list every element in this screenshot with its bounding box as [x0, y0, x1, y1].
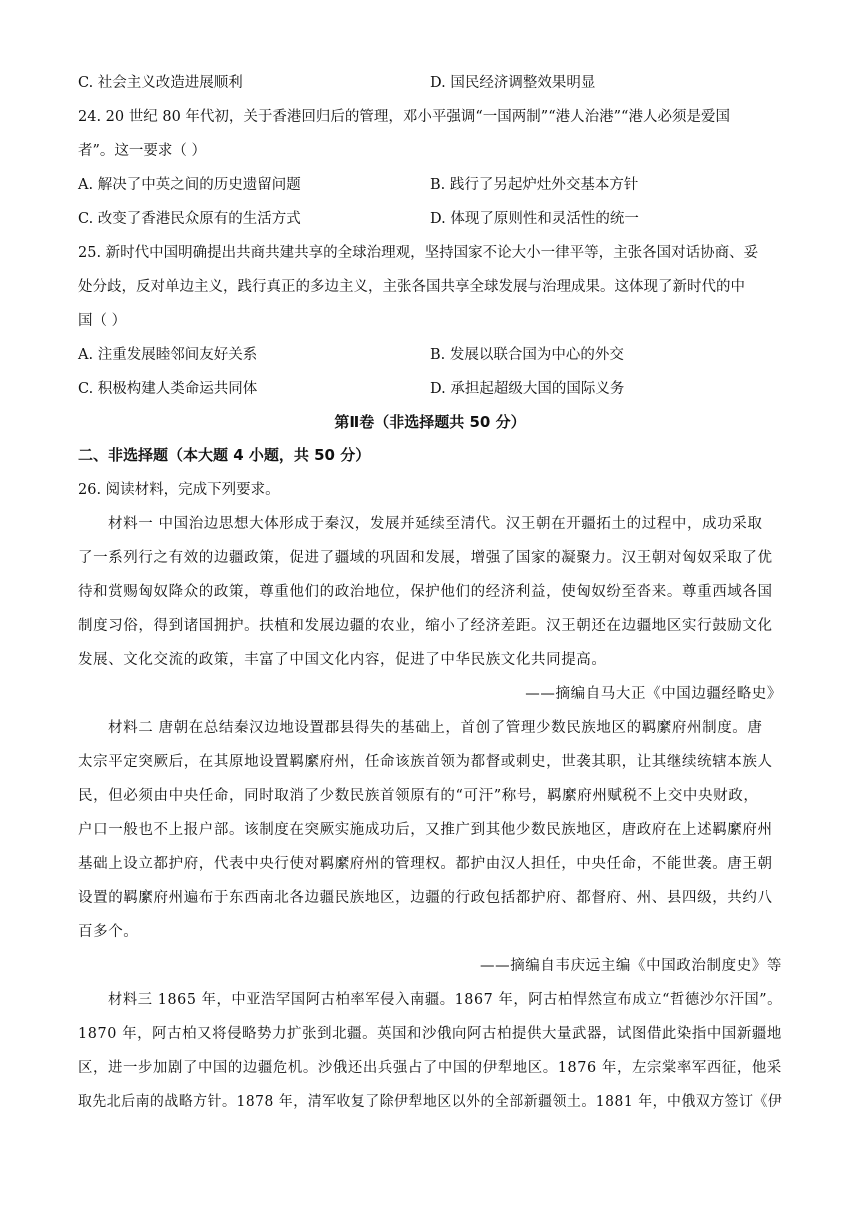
material1-line: 制度习俗，得到诸国拥护。扶植和发展边疆的农业，缩小了经济差距。汉王朝还在边疆地区实行鼓励文化 — [78, 618, 773, 634]
material2-source: ——摘编自韦庆远主编《中国政治制度史》等 — [480, 958, 782, 974]
q25-option-d: D. 承担起超级大国的国际义务 — [430, 381, 625, 397]
q23-option-c: C. 社会主义改造进展顺利 — [78, 75, 243, 91]
material1-line: 了一系列行之有效的边疆政策，促进了疆域的巩固和发展，增强了国家的凝聚力。汉王朝对匈奴采取了优 — [78, 550, 773, 566]
q24-stem-line2: 者”。这一要求（ ） — [78, 143, 207, 159]
q25-option-b: B. 发展以联合国为中心的外交 — [430, 347, 624, 363]
q25-stem-line1: 25. 新时代中国明确提出共商共建共享的全球治理观，坚持国家不论大小一律平等，主张各国对话协商、妥 — [78, 245, 759, 261]
q25-option-a: A. 注重发展睦邻间友好关系 — [78, 347, 258, 363]
material2-line: 基础上设立都护府，代表中央行使对羁縻府州的管理权。都护由汉人担任，中央任命，不能世袭。唐王朝 — [78, 856, 773, 872]
q26-intro: 26. 阅读材料，完成下列要求。 — [78, 482, 280, 498]
q25-stem-line2: 处分歧，反对单边主义，践行真正的多边主义，主张各国共享全球发展与治理成果。这体现了新时代的中 — [78, 279, 745, 295]
material2-line: 户口一般也不上报户部。该制度在突厥实施成功后，又推广到其他少数民族地区，唐政府在上述羁縻府州 — [78, 822, 773, 838]
material2-line: 材料二 唐朝在总结秦汉边地设置郡县得失的基础上，首创了管理少数民族地区的羁縻府州制度。唐 — [108, 720, 763, 736]
material1-line: 发展、文化交流的政策，丰富了中国文化内容，促进了中华民族文化共同提高。 — [78, 652, 607, 668]
q24-option-a: A. 解决了中英之间的历史遗留问题 — [78, 177, 301, 193]
q23-option-d: D. 国民经济调整效果明显 — [430, 75, 596, 91]
material1-source: ——摘编自马大正《中国边疆经略史》 — [525, 686, 782, 702]
material3-line: 取先北后南的战略方针。1878 年，清军收复了除伊犁地区以外的全部新疆领土。1881 年，中俄双方签订《伊 — [78, 1094, 783, 1110]
material1-line: 待和赏赐匈奴降众的政策，尊重他们的政治地位，保护他们的经济利益，使匈奴纷至沓来。尊重西域各国 — [78, 584, 773, 600]
section2-heading: 二、非选择题（本大题 4 小题，共 50 分） — [78, 446, 371, 464]
q24-option-d: D. 体现了原则性和灵活性的统一 — [430, 211, 639, 227]
material2-line: 民，但必须由中央任命，同时取消了少数民族首领原有的“可汗”称号，羁縻府州赋税不上交中央财政， — [78, 788, 759, 804]
material2-line: 太宗平定突厥后，在其原地设置羁縻府州，任命该族首领为都督或刺史，世袭其职，让其继续统辖本族人 — [78, 754, 773, 770]
q24-option-c: C. 改变了香港民众原有的生活方式 — [78, 211, 301, 227]
q25-option-c: C. 积极构建人类命运共同体 — [78, 381, 258, 397]
q24-stem-line1: 24. 20 世纪 80 年代初，关于香港回归后的管理，邓小平强调“一国两制”“港人治港”“港人必须是爱国 — [78, 109, 730, 125]
section2-title: 第Ⅱ卷（非选择题共 50 分） — [334, 413, 526, 431]
material3-line: 材料三 1865 年，中亚浩罕国阿古柏率军侵入南疆。1867 年，阿古柏悍然宣布成立“哲德沙尔汗国”。 — [108, 992, 783, 1008]
material2-line: 百多个。 — [78, 924, 139, 940]
material2-line: 设置的羁縻府州遍布于东西南北各边疆民族地区，边疆的行政包括都护府、都督府、州、县四级，共约八 — [78, 890, 773, 906]
material1-line: 材料一 中国治边思想大体形成于秦汉，发展并延续至清代。汉王朝在开疆拓土的过程中，成功采取 — [108, 516, 763, 532]
q25-stem-line3: 国（ ） — [78, 313, 127, 329]
material3-line: 1870 年，阿古柏又将侵略势力扩张到北疆。英国和沙俄向阿古柏提供大量武器，试图借此染指中国新疆地 — [78, 1026, 782, 1042]
material3-line: 区，进一步加剧了中国的边疆危机。沙俄还出兵强占了中国的伊犁地区。1876 年，左宗棠率军西征，他采 — [78, 1060, 782, 1076]
q24-option-b: B. 践行了另起炉灶外交基本方针 — [430, 177, 639, 193]
